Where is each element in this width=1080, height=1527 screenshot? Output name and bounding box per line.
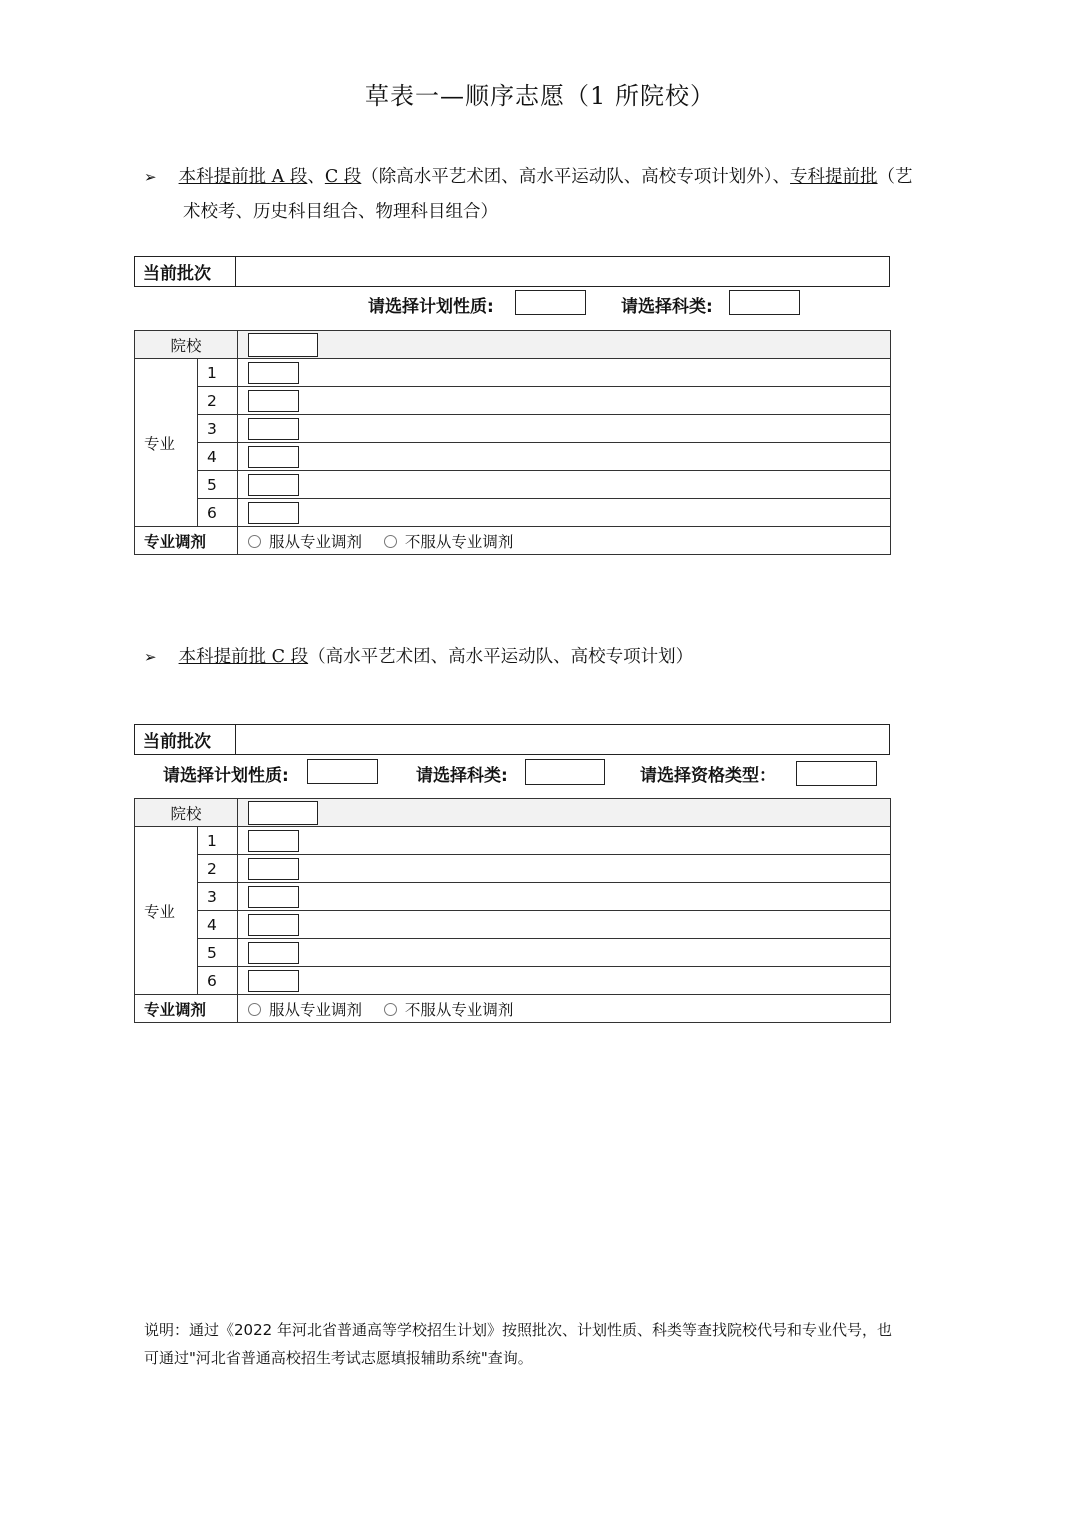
school-label: 院校 [135,331,238,359]
major-index: 4 [198,443,238,471]
adjust-accept-label: 服从专业调剂 [269,532,363,551]
section-2-heading [144,640,964,674]
major-label: 专业 [135,359,198,527]
arrow-bullet-icon: ➢ [144,648,157,666]
radio-circle-icon[interactable] [248,1003,261,1016]
radio-circle-icon[interactable] [248,535,261,548]
table-row [135,471,891,499]
table-row [135,939,891,967]
major-index: 1 [198,827,238,855]
major-index: 5 [198,471,238,499]
table-row [135,883,891,911]
subject-type-label: 请选择科类: [416,766,508,786]
adjust-label: 专业调剂 [135,995,238,1023]
section-2-batch-c: 本科提前批 C 段 [178,647,309,667]
table-row [135,855,891,883]
major-code-input[interactable] [248,858,299,880]
major-cell [238,827,891,855]
adjust-row [135,527,891,555]
section-1-batch-c: C 段 [324,167,362,187]
section-1-text: （除高水平艺术团、高水平运动队、高校专项计划外）、 [361,167,791,187]
section-1-heading-cont: 术校考、历史科目组合、物理科目组合） [183,202,498,222]
adjust-row [135,995,891,1023]
section-1-text: （艺 [877,167,913,187]
major-cell [238,499,891,527]
major-cell [238,911,891,939]
section-1-text: 、 [307,167,325,187]
table-row [135,499,891,527]
school-code-input[interactable] [248,333,318,357]
radio-circle-icon[interactable] [384,1003,397,1016]
table-row [135,911,891,939]
major-code-input[interactable] [248,886,299,908]
school-label: 院校 [135,799,238,827]
adjust-accept-option[interactable] [248,533,362,551]
major-cell [238,939,891,967]
table-row [135,967,891,995]
adjust-reject-label: 不服从专业调剂 [404,1000,514,1019]
qualification-type-input[interactable] [796,761,877,786]
subject-type-input[interactable] [729,290,800,315]
table-row [135,827,891,855]
major-code-input[interactable] [248,418,299,440]
adjust-accept-option[interactable] [248,1001,362,1019]
major-index: 5 [198,939,238,967]
major-code-input[interactable] [248,446,299,468]
adjust-options [238,527,891,555]
current-batch-label: 当前批次 [135,257,236,286]
major-code-input[interactable] [248,474,299,496]
major-cell [238,387,891,415]
arrow-bullet-icon: ➢ [144,168,157,186]
section-1-heading [144,160,964,194]
major-index: 3 [198,415,238,443]
major-cell [238,967,891,995]
major-index: 6 [198,967,238,995]
major-cell [238,855,891,883]
major-index: 3 [198,883,238,911]
adjust-options [238,995,891,1023]
major-code-input[interactable] [248,914,299,936]
major-cell [238,443,891,471]
major-code-input[interactable] [248,362,299,384]
major-index: 2 [198,855,238,883]
table-row [135,443,891,471]
current-batch-row [134,256,890,287]
current-batch-value[interactable] [236,257,889,286]
major-cell [238,415,891,443]
major-index: 2 [198,387,238,415]
volunteer-table-2 [134,798,891,1023]
adjust-accept-label: 服从专业调剂 [269,1000,363,1019]
major-code-input[interactable] [248,970,299,992]
school-cell [238,331,891,359]
section-1-batch-a: 本科提前批 A 段 [178,167,308,187]
major-index: 6 [198,499,238,527]
school-row [135,799,891,827]
school-cell [238,799,891,827]
major-cell [238,471,891,499]
subject-type-input[interactable] [525,759,605,785]
major-label: 专业 [135,827,198,995]
table-row [135,387,891,415]
qualification-type-label: 请选择资格类型： [640,766,776,786]
adjust-label: 专业调剂 [135,527,238,555]
adjust-reject-label: 不服从专业调剂 [404,532,514,551]
major-code-input[interactable] [248,502,299,524]
radio-circle-icon[interactable] [384,535,397,548]
footnote-line-1: 说明：通过《2022 年河北省普通高等学校招生计划》按照批次、计划性质、科类等查找院校代号和专业代号，也 [144,1321,892,1339]
page-title: 草表一—顺序志愿（1 所院校） [365,82,715,110]
plan-type-input[interactable] [307,759,378,784]
current-batch-row [134,724,890,755]
plan-type-label: 请选择计划性质: [163,766,289,786]
subject-type-label: 请选择科类: [621,297,713,317]
plan-type-input[interactable] [515,290,586,315]
table-row [135,359,891,387]
major-code-input[interactable] [248,942,299,964]
footnote [144,1316,974,1372]
table-row [135,415,891,443]
major-code-input[interactable] [248,390,299,412]
school-row [135,331,891,359]
school-code-input[interactable] [248,801,318,825]
footnote-line-2: 可通过"河北省普通高校招生考试志愿填报辅助系统"查询。 [144,1349,533,1367]
major-cell [238,883,891,911]
volunteer-table-1 [134,330,891,555]
plan-type-label: 请选择计划性质: [368,297,494,317]
adjust-reject-option[interactable] [384,533,514,551]
section-2-text: （高水平艺术团、高水平运动队、高校专项计划） [308,647,694,667]
major-code-input[interactable] [248,830,299,852]
major-index: 4 [198,911,238,939]
current-batch-label: 当前批次 [135,725,236,754]
major-cell [238,359,891,387]
current-batch-value[interactable] [236,725,889,754]
major-index: 1 [198,359,238,387]
adjust-reject-option[interactable] [384,1001,514,1019]
section-1-specialty: 专科提前批 [790,167,878,187]
